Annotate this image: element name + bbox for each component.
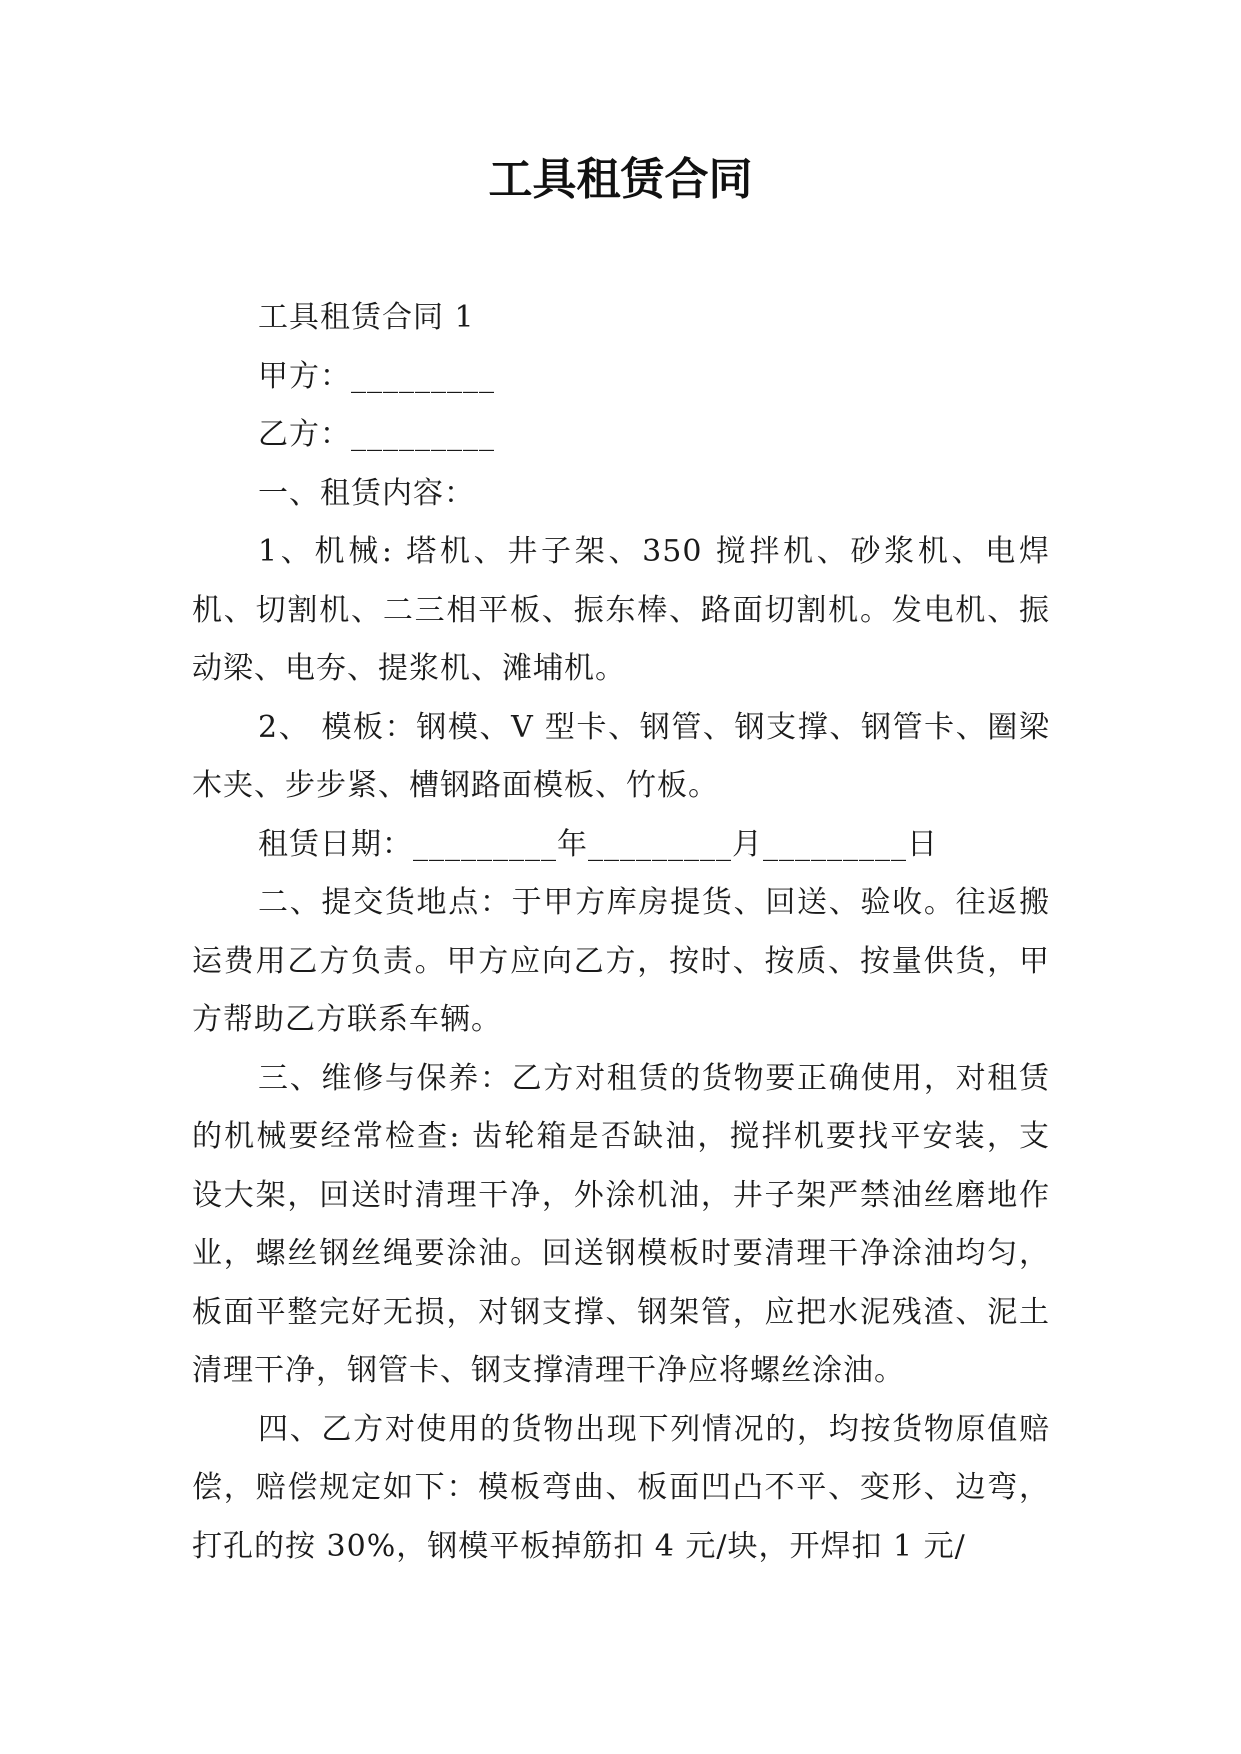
paragraph-party-b: 乙方：_________ xyxy=(258,417,495,452)
paragraph-lease-date: 租赁日期：_________年_________月_________日 xyxy=(258,826,938,862)
paragraph-machinery: 1、机械: 塔机、井子架、350 搅拌机、砂浆机、电焊机、切割机、二三相平板、振东棒、路面切割机。发电机、振动梁、电夯、提浆机、滩埔机。 xyxy=(192,534,1050,686)
document-title: 工具租赁合同 xyxy=(488,154,753,205)
document-body xyxy=(192,289,1050,1576)
paragraph-party-a: 甲方：_________ xyxy=(258,358,495,394)
paragraph-section-1-heading: 一、租赁内容： xyxy=(258,475,475,511)
paragraph-section-3-maintenance: 三、维修与保养：乙方对租赁的货物要正确使用，对租赁的机械要经常检查: 齿轮箱是否缺油，搅拌机要找平安装，支设大架，回送时清理干净，外涂机油，井子架严禁油丝磨地作业，螺丝钢丝绳要涂油。回送钢模板时要清理干净涂油均匀，板面平整完好无损，对钢支撑、钢架管，应把水泥残渣、泥土清理干净，钢管卡、钢支撑清理干净应将螺丝涂油。 xyxy=(192,1060,1050,1388)
paragraph-section-4-compensation: 四、乙方对使用的货物出现下列情况的，均按货物原值赔偿，赔偿规定如下：模板弯曲、板面凹凸不平、变形、边弯，打孔的按 30%，钢模平板掉筋扣 4 元/块，开焊扣 1 元/ xyxy=(192,1411,1050,1564)
paragraph-formwork: 2、 模板：钢模、V 型卡、钢管、钢支撑、钢管卡、圈梁木夹、步步紧、槽钢路面模板、竹板。 xyxy=(192,709,1050,803)
paragraph-contract-heading: 工具租赁合同 1 xyxy=(258,300,475,335)
paragraph-section-2-delivery: 二、提交货地点：于甲方库房提货、回送、验收。往返搬运费用乙方负责。甲方应向乙方，按时、按质、按量供货，甲方帮助乙方联系车辆。 xyxy=(192,885,1050,1037)
